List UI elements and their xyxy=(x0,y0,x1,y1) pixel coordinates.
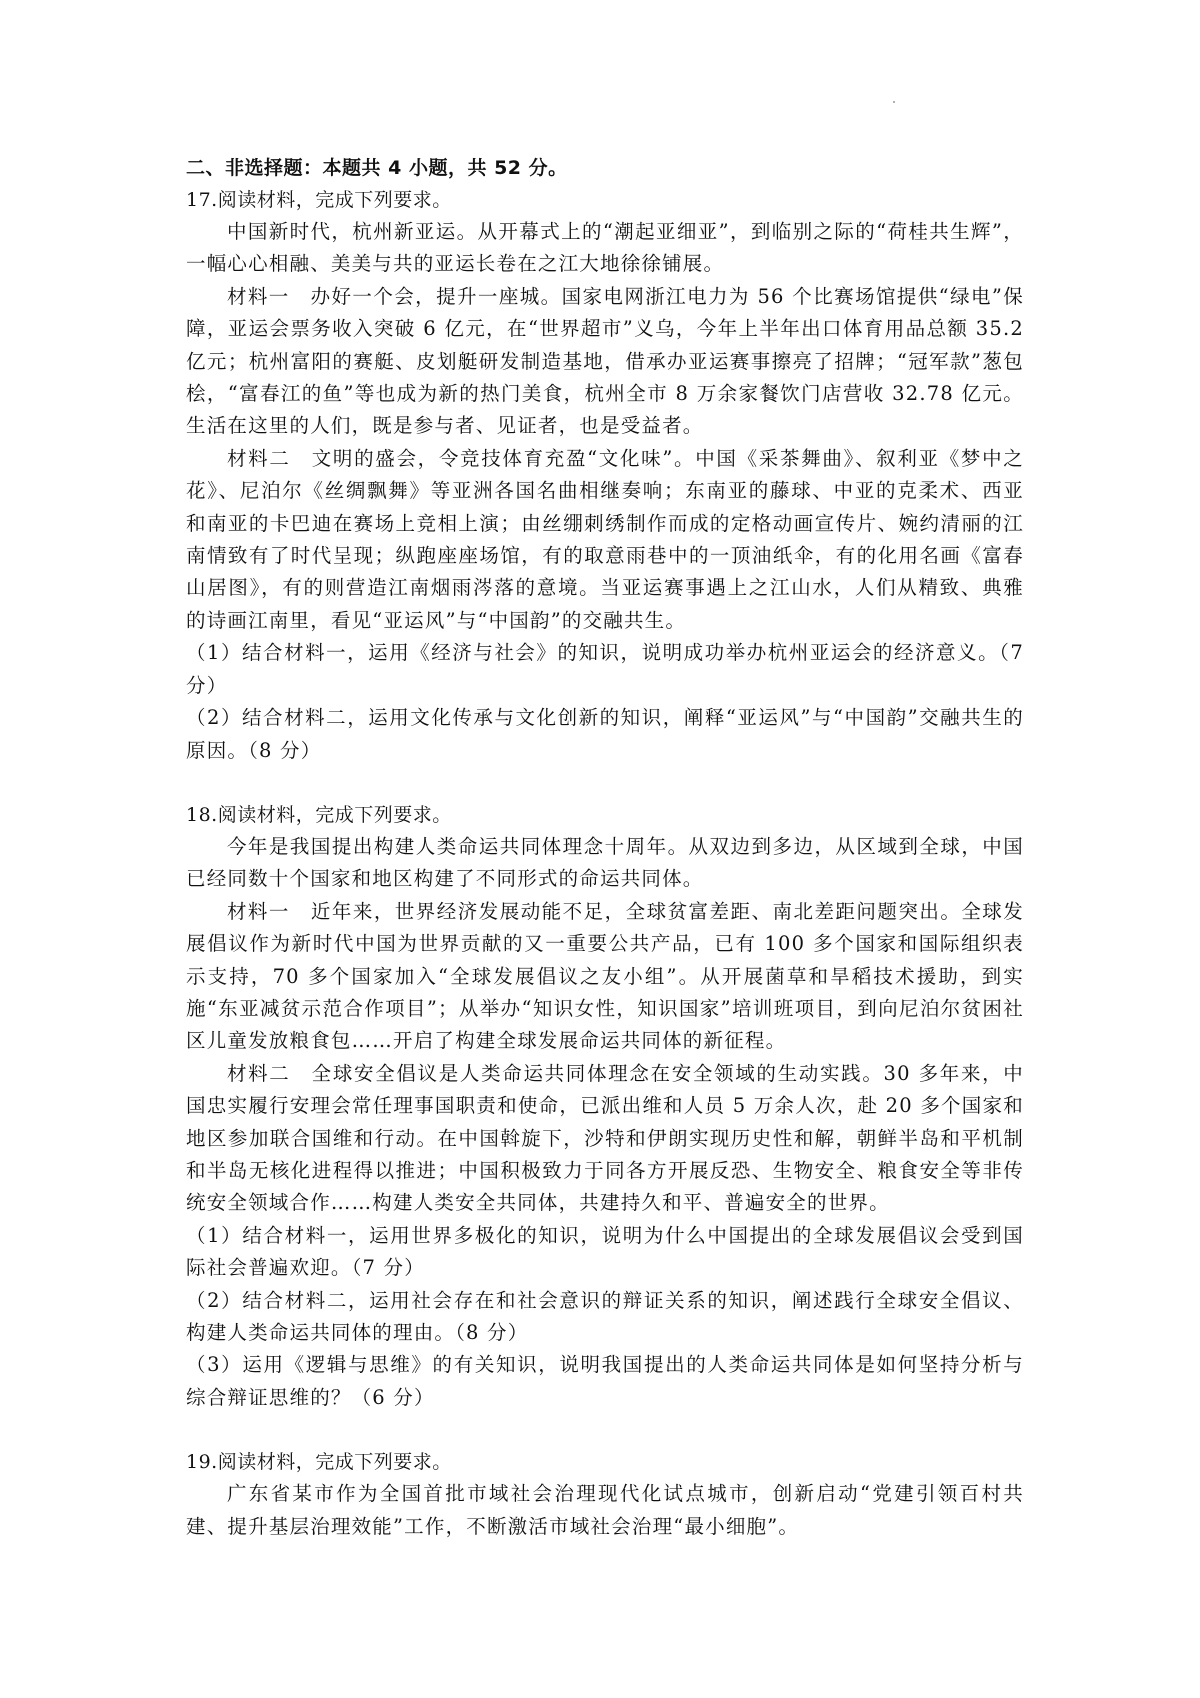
question-17-title: 17.阅读材料，完成下列要求。 xyxy=(186,189,452,211)
question-19 xyxy=(186,1446,1024,1543)
question-17-material-1: 材料一 办好一个会，提升一座城。国家电网浙江电力为 56 个比赛场馆提供“绿电”保障，亚运会票务收入突破 6 亿元，在“世界超市”义乌，今年上半年出口体育用品总额 35.2 亿元；杭州富阳的赛艇、皮划艇研发制造基地，借承办亚运赛事擦亮了招牌；“冠军款”葱包桧，“富春江的鱼”等也成为新的热门美食，杭州全市 8 万余家餐饮门店营收 32.78 亿元。生活在这里的人们，既是参与者、见证者，也是受益者。 xyxy=(186,284,1024,438)
question-17-material-2: 材料二 文明的盛会，令竞技体育充盈“文化味”。中国《采茶舞曲》、叙利亚《梦中之花》、尼泊尔《丝绸飘舞》等亚洲各国名曲相继奏响；东南亚的藤球、中亚的克柔术、西亚和南亚的卡巴迪在赛场上竞相上演；由丝绷刺绣制作而成的定格动画宣传片、婉约清丽的江南情致有了时代呈现；纵跑座座场馆，有的取意雨巷中的一顶油纸伞，有的化用名画《富春山居图》，有的则营造江南烟雨涔落的意境。当亚运赛事遇上之江山水，人们从精致、典雅的诗画江南里，看见“亚运风”与“中国韵”的交融共生。 xyxy=(186,446,1024,632)
question-18-sub-2: （2）结合材料二，运用社会存在和社会意识的辩证关系的知识，阐述践行全球安全倡议、构建人类命运共同体的理由。（8 分） xyxy=(186,1288,1024,1344)
question-18-material-1: 材料一 近年来，世界经济发展动能不足，全球贫富差距、南北差距问题突出。全球发展倡议作为新时代中国为世界贡献的又一重要公共产品，已有 100 多个国家和国际组织表示支持，70 多个国家加入“全球发展倡议之友小组”。从开展菌草和旱稻技术援助，到实施“东亚减贫示范合作项目”；从举办“知识女性，知识国家”培训班项目，到向尼泊尔贫困社区儿童发放粮食包……开启了构建全球发展命运共同体的新征程。 xyxy=(186,899,1024,1053)
question-17-sub-2: （2）结合材料二，运用文化传承与文化创新的知识，阐释“亚运风”与“中国韵”交融共生的原因。（8 分） xyxy=(186,706,1024,762)
question-17-sub-1: （1）结合材料一，运用《经济与社会》的知识，说明成功举办杭州亚运会的经济意义。（7 分） xyxy=(186,641,1024,697)
question-19-intro: 广东省某市作为全国首批市域社会治理现代化试点城市，创新启动“党建引领百村共建、提升基层治理效能”工作，不断激活市域社会治理“最小细胞”。 xyxy=(186,1482,1024,1538)
question-18-title: 18.阅读材料，完成下列要求。 xyxy=(186,803,452,826)
question-18-intro: 今年是我国提出构建人类命运共同体理念十周年。从双边到多边，从区域到全球，中国已经同数十个国家和地区构建了不同形式的命运共同体。 xyxy=(186,834,1024,891)
question-18-sub-3: （3）运用《逻辑与思维》的有关知识，说明我国提出的人类命运共同体是如何坚持分析与综合辩证思维的？（6 分） xyxy=(186,1353,1024,1409)
question-17 xyxy=(186,184,1024,767)
question-17-intro: 中国新时代，杭州新亚运。从开幕式上的“潮起亚细亚”，到临别之际的“荷桂共生辉”，一幅心心相融、美美与共的亚运长卷在之江大地徐徐铺展。 xyxy=(186,220,1024,276)
question-18-sub-1: （1）结合材料一，运用世界多极化的知识，说明为什么中国提出的全球发展倡议会受到国际社会普遍欢迎。（7 分） xyxy=(186,1223,1024,1280)
question-18-material-2: 材料二 全球安全倡议是人类命运共同体理念在安全领域的生动实践。30 多年来，中国忠实履行安理会常任理事国职责和使命，已派出维和人员 5 万余人次，赴 20 多个国家和地区参加联合国维和行动。在中国斡旋下，沙特和伊朗实现历史性和解，朝鲜半岛和平机制和半岛无核化进程得以推进；中国积极致力于同各方开展反恐、生物安全、粮食安全等非传统安全领域合作……构建人类安全共同体，共建持久和平、普遍安全的世界。 xyxy=(186,1061,1024,1215)
section-heading: 二、非选择题：本题共 4 小题，共 52 分。 xyxy=(186,157,568,179)
question-spacer xyxy=(186,1414,1024,1446)
question-spacer xyxy=(186,767,1024,799)
scan-speck xyxy=(893,101,895,103)
question-18 xyxy=(186,799,1024,1414)
page-content xyxy=(186,152,1024,1543)
question-19-title: 19.阅读材料，完成下列要求。 xyxy=(186,1451,452,1474)
